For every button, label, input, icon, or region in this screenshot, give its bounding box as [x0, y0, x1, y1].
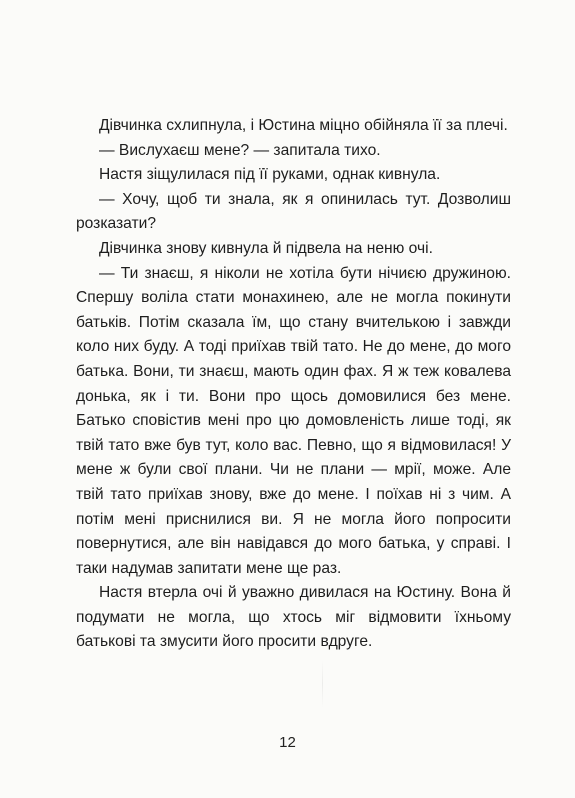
paragraph: Дівчинка знову кивнула й підвела на неню очі.	[99, 239, 433, 257]
paragraph: Настя втерла очі й уважно дивилася на Юстину. Вона й подумати не могла, що хтось міг відмовити їхньому батькові та змусити його просити вдруге.	[76, 584, 511, 651]
paragraph: — Вислухаєш мене? — запитала тихо.	[99, 141, 381, 159]
paper-fold-mark	[322, 660, 323, 708]
page-number: 12	[279, 734, 296, 751]
paragraph: Настя зіщулилася під її руками, однак кивнула.	[99, 166, 441, 184]
paragraph: — Хочу, щоб ти знала, як я опинилась тут. Дозволиш розказати?	[76, 190, 511, 233]
body-text	[76, 114, 511, 655]
paragraph: — Ти знаєш, я ніколи не хотіла бути нічиєю дружиною. Спершу воліла стати монахинею, але не могла покинути батьків. Потім сказала їм, що стану вчителькою і завжди коло них буду. А тоді приїхав твій тато. Не до мене, до мого батька. Вони, ти знаєш, мають один фах. Я ж теж ковалева донька, як і ти. Вони про щось домовилися без мене. Батько сповістив мені про цю домовленість лише тоді, як твій тато вже був тут, коло вас. Певно, що я відмовилася! У мене ж були свої плани. Чи не плани — мрії, може. Але твій тато приїхав знову, вже до мене. І поїхав ні з чим. А потім мені приснилися ви. Я не могла його попросити повернутися, але він навідався до мого батька, у справі. І таки надумав запитати мене ще раз.	[76, 264, 511, 577]
paragraph: Дівчинка схлипнула, і Юстина міцно обійняла її за плечі.	[99, 117, 508, 134]
